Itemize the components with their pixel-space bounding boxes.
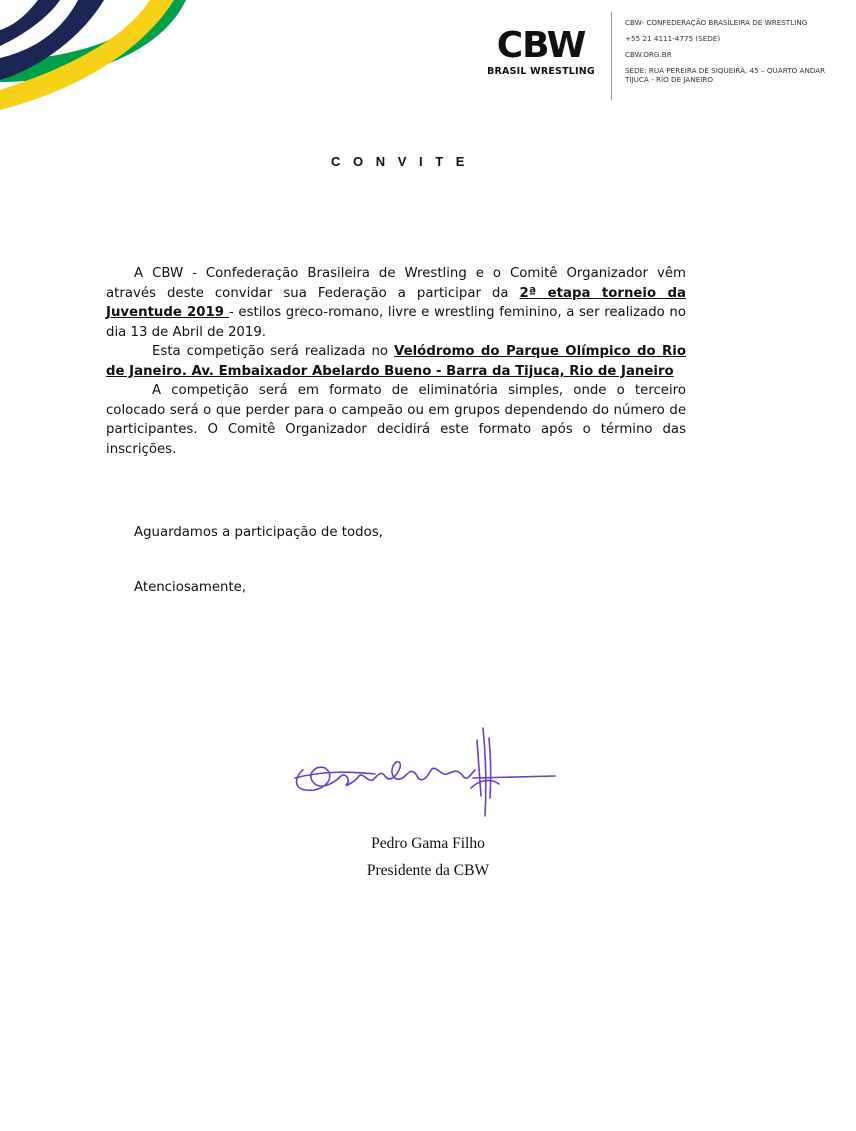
logo-wordmark: CBW (496, 25, 586, 66)
header-divider (611, 12, 612, 100)
paragraph-venue (106, 342, 686, 381)
handwritten-signature (285, 718, 565, 823)
paragraph-format: A competição será em formato de eliminatória simples, onde o terceiro colocado será o que perder para o campeão ou em grupos dependendo do número de participantes. O Comitê Organizador decidirá este formato após o término das inscrições. (106, 383, 686, 457)
cbw-logo (486, 25, 596, 78)
venue-intro: Esta competição será realizada no (152, 344, 395, 359)
invitation-text: A CBW - Confederação Brasileira de Wrestling e o Comitê Organizador vêm através deste convidar sua Federação a participar da (106, 266, 686, 301)
closing-line-1: Aguardamos a participação de todos, (134, 525, 383, 540)
event-name: 2ª etapa torneio da Juventude 2019 (106, 285, 686, 320)
logo-tagline: BRASIL WRESTLING (487, 66, 595, 77)
signer-name: Pedro Gama Filho (371, 835, 485, 852)
letter-title: C O N V I T E (331, 154, 469, 169)
header-contact-block (625, 18, 826, 84)
contact-address-line1: SEDE: RUA PEREIRA DE SIQUEIRA, 45 – QUARTO ANDAR (625, 66, 826, 75)
contact-org: CBW- CONFEDERAÇÃO BRASILEIRA DE WRESTLING (625, 18, 808, 27)
letter-body (106, 264, 686, 459)
signer-title: Presidente da CBW (366, 862, 490, 879)
contact-address-line2: TIJUCA - RIO DE JANEIRO (625, 75, 714, 84)
paragraph-invitation (106, 264, 686, 342)
venue-name: Velódromo do Parque Olímpico do Rio de Janeiro. Av. Embaixador Abelardo Bueno - Barra da Tijuca, Rio de Janeiro (106, 344, 686, 379)
closing-line-2: Atenciosamente, (134, 580, 247, 595)
invitation-text-cont: - estilos greco-romano, livre e wrestling feminino, a ser realizado no dia 13 de Abril de 2019. (106, 305, 686, 340)
contact-phone: +55 21 4111-4775 (SEDE) (625, 34, 721, 43)
brand-swoosh-graphic (0, 0, 200, 115)
contact-website: CBW.ORG.BR (625, 50, 672, 59)
